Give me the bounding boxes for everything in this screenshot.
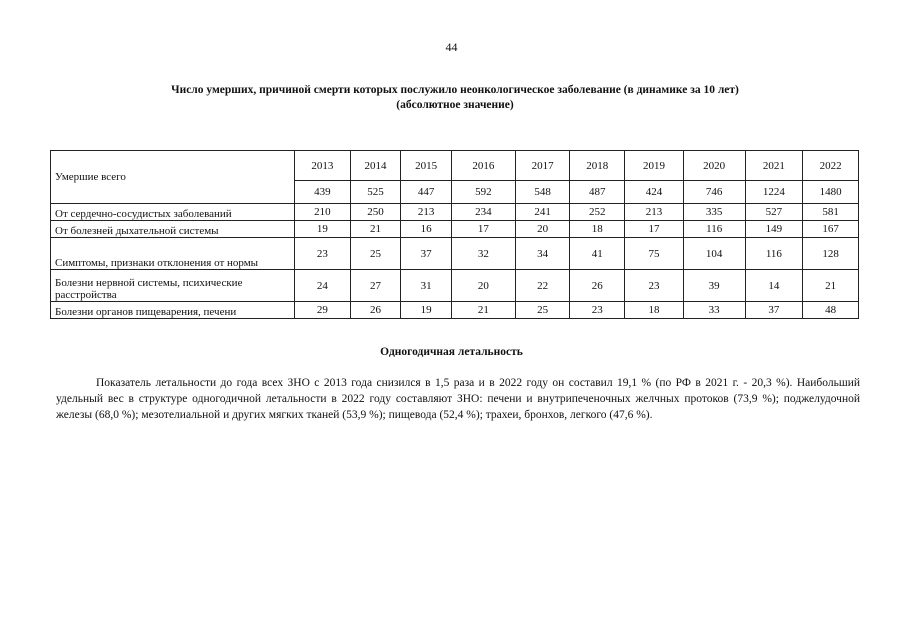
value-cell: 213 <box>625 204 684 221</box>
value-cell: 25 <box>515 302 570 319</box>
value-cell: 149 <box>745 221 803 238</box>
body-paragraph: Показатель летальности до года всех ЗНО с 2013 года снизился в 1,5 раза и в 2022 году он составил 19,1 % (по РФ в 2021 г. - 20,3 %). Наибольший удельный вес в структуре одногодичной летальности в 2022 году составляют ЗНО: печени и внутрипеченочных желчных протоков (73,9 %); поджелудочной железы (68,0 %); мезотелиальной и других мягких тканей (53,9 %); пищевода (52,4 %); трахеи, бронхов, легкого (47,6 %). <box>56 377 860 421</box>
value-cell: 167 <box>803 221 859 238</box>
header-label: Умершие всего <box>51 151 295 204</box>
value-cell: 24 <box>295 270 351 302</box>
total-cell: 424 <box>625 181 684 204</box>
year-header: 2018 <box>570 151 625 181</box>
value-cell: 17 <box>625 221 684 238</box>
value-cell: 27 <box>350 270 401 302</box>
value-cell: 241 <box>515 204 570 221</box>
row-label: От сердечно-сосудистых заболеваний <box>51 204 295 221</box>
value-cell: 32 <box>451 238 515 270</box>
row-label: От болезней дыхательной системы <box>51 221 295 238</box>
year-header: 2019 <box>625 151 684 181</box>
total-cell: 1224 <box>745 181 803 204</box>
table-body <box>51 151 859 319</box>
value-cell: 23 <box>570 302 625 319</box>
value-cell: 26 <box>570 270 625 302</box>
year-header: 2022 <box>803 151 859 181</box>
value-cell: 29 <box>295 302 351 319</box>
value-cell: 19 <box>401 302 452 319</box>
value-cell: 16 <box>401 221 452 238</box>
total-cell: 525 <box>350 181 401 204</box>
value-cell: 527 <box>745 204 803 221</box>
value-cell: 335 <box>683 204 745 221</box>
total-cell: 487 <box>570 181 625 204</box>
value-cell: 20 <box>451 270 515 302</box>
value-cell: 18 <box>570 221 625 238</box>
value-cell: 39 <box>683 270 745 302</box>
value-cell: 128 <box>803 238 859 270</box>
value-cell: 104 <box>683 238 745 270</box>
value-cell: 23 <box>295 238 351 270</box>
value-cell: 252 <box>570 204 625 221</box>
value-cell: 31 <box>401 270 452 302</box>
table-row <box>51 270 859 302</box>
value-cell: 21 <box>350 221 401 238</box>
value-cell: 116 <box>683 221 745 238</box>
value-cell: 581 <box>803 204 859 221</box>
year-header: 2013 <box>295 151 351 181</box>
year-header: 2017 <box>515 151 570 181</box>
value-cell: 19 <box>295 221 351 238</box>
total-cell: 447 <box>401 181 452 204</box>
table-row <box>51 302 859 319</box>
table-row <box>51 221 859 238</box>
total-cell: 439 <box>295 181 351 204</box>
value-cell: 75 <box>625 238 684 270</box>
value-cell: 26 <box>350 302 401 319</box>
table-row <box>51 238 859 270</box>
year-header: 2021 <box>745 151 803 181</box>
value-cell: 21 <box>803 270 859 302</box>
value-cell: 34 <box>515 238 570 270</box>
value-cell: 18 <box>625 302 684 319</box>
year-header: 2016 <box>451 151 515 181</box>
total-cell: 1480 <box>803 181 859 204</box>
mortality-table <box>50 150 859 319</box>
value-cell: 250 <box>350 204 401 221</box>
section-title: Одногодичная летальность <box>380 346 523 358</box>
row-label: Симптомы, признаки отклонения от нормы <box>51 238 295 270</box>
row-label: Болезни нервной системы, психические расстройства <box>51 270 295 302</box>
value-cell: 234 <box>451 204 515 221</box>
value-cell: 37 <box>745 302 803 319</box>
page-number: 44 <box>445 40 458 54</box>
value-cell: 20 <box>515 221 570 238</box>
value-cell: 22 <box>515 270 570 302</box>
value-cell: 21 <box>451 302 515 319</box>
table-header-row <box>51 151 859 181</box>
total-cell: 592 <box>451 181 515 204</box>
value-cell: 48 <box>803 302 859 319</box>
value-cell: 37 <box>401 238 452 270</box>
row-label: Болезни органов пищеварения, печени <box>51 302 295 319</box>
value-cell: 25 <box>350 238 401 270</box>
table-subtitle: (абсолютное значение) <box>396 99 514 111</box>
total-cell: 548 <box>515 181 570 204</box>
value-cell: 33 <box>683 302 745 319</box>
table-title <box>60 83 850 113</box>
value-cell: 14 <box>745 270 803 302</box>
year-header: 2020 <box>683 151 745 181</box>
value-cell: 213 <box>401 204 452 221</box>
year-header: 2014 <box>350 151 401 181</box>
value-cell: 210 <box>295 204 351 221</box>
table-row <box>51 204 859 221</box>
table-title-line: Число умерших, причиной смерти которых послужило неонкологическое заболевание (в динамике за 10 лет) <box>171 84 739 96</box>
year-header: 2015 <box>401 151 452 181</box>
value-cell: 23 <box>625 270 684 302</box>
value-cell: 17 <box>451 221 515 238</box>
total-cell: 746 <box>683 181 745 204</box>
value-cell: 116 <box>745 238 803 270</box>
value-cell: 41 <box>570 238 625 270</box>
